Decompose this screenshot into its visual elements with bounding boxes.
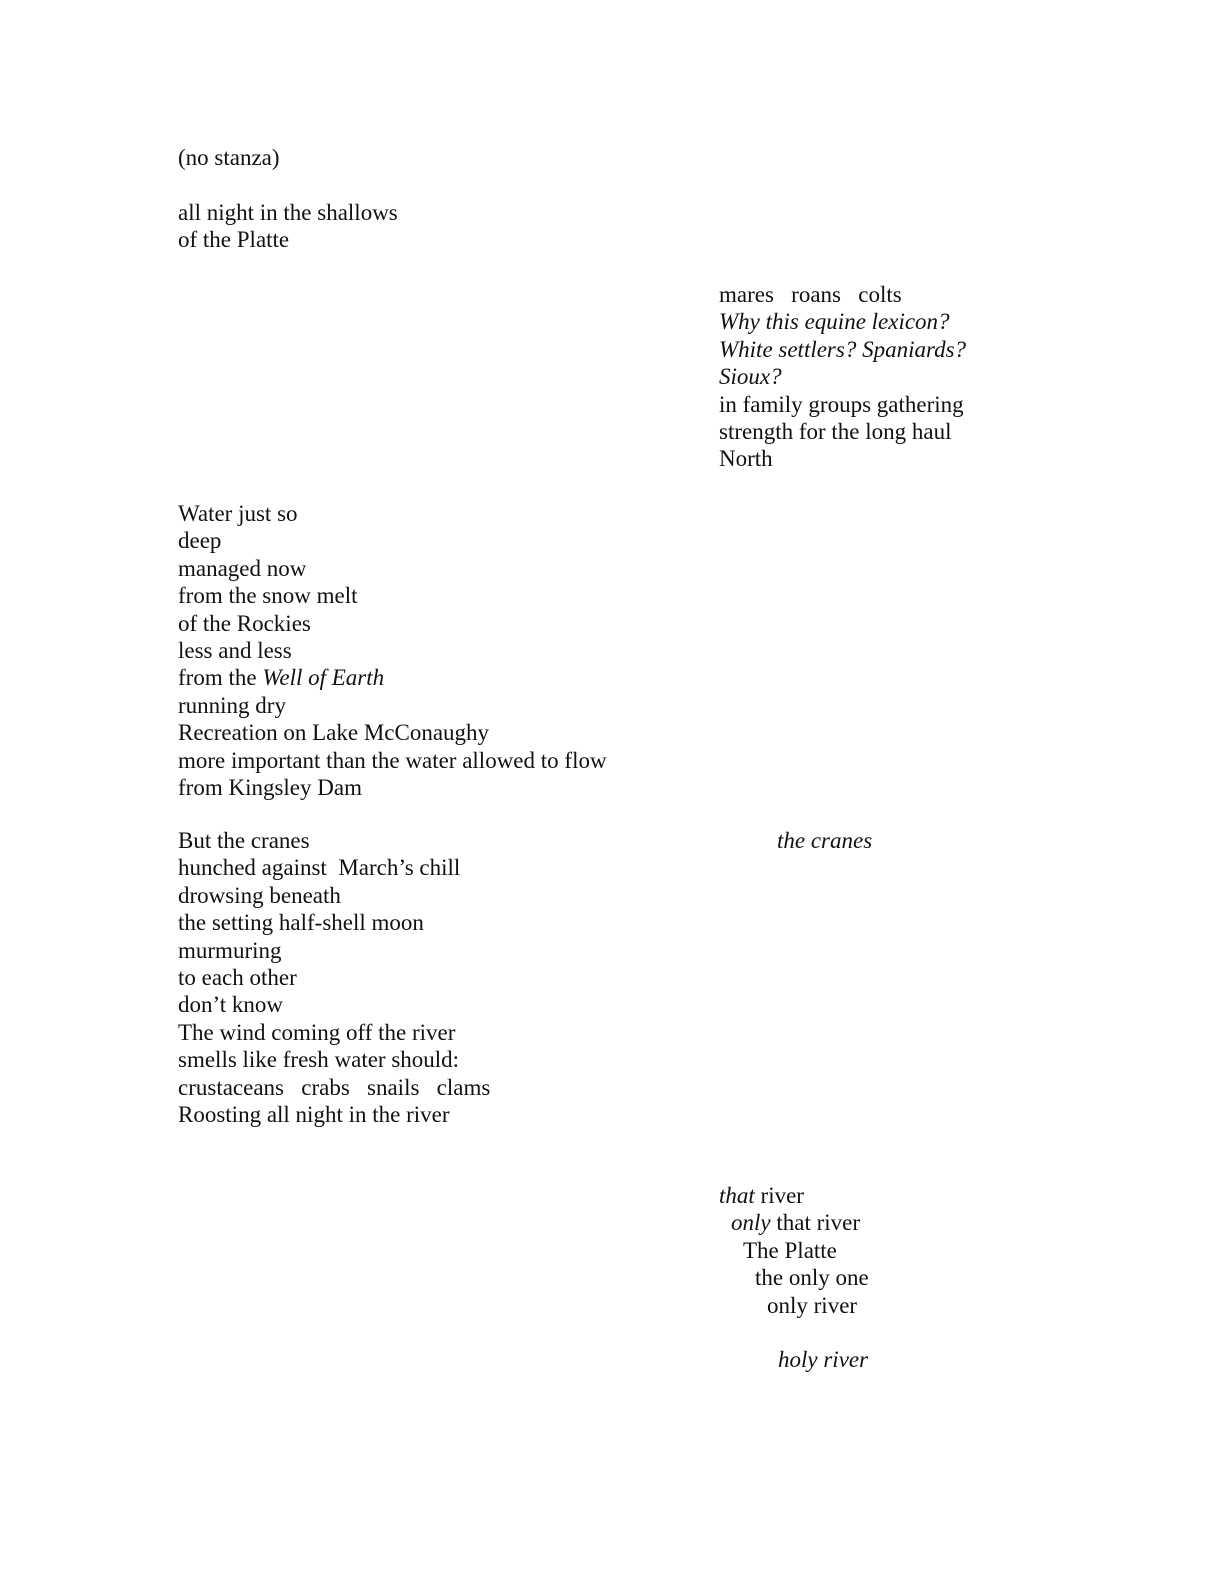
poem-line-italic: the cranes: [777, 828, 873, 853]
poem-line: from Kingsley Dam: [178, 774, 362, 800]
margin-stanza-1: [719, 281, 966, 473]
poem-line-italic: Well of Earth: [262, 665, 385, 691]
poem-line-italic: holy river: [778, 1347, 869, 1372]
poem-line: running dry: [178, 692, 286, 718]
poem-line: managed now: [178, 555, 307, 581]
closing-line: [778, 1346, 868, 1373]
poem-line: North: [719, 446, 773, 472]
poem-line-prefix: from the: [178, 665, 263, 691]
margin-stanza-2: [777, 827, 872, 854]
poem-line-italic: that: [719, 1183, 755, 1208]
poem-line: [178, 664, 607, 691]
poem-line: The wind coming off the river: [178, 1019, 456, 1045]
poem-line: Recreation on Lake McConaughy: [178, 720, 490, 746]
poem-line: murmuring: [178, 937, 282, 963]
poem-line: [719, 1209, 869, 1236]
poem-line: all night in the shallows: [178, 200, 398, 225]
poem-line: strength for the long haul: [719, 418, 952, 444]
poem-line-rest: that river: [770, 1210, 861, 1236]
poem-line: less and less: [178, 637, 292, 663]
poem-line: mares roans colts: [719, 282, 902, 307]
poem-line: Water just so: [178, 501, 298, 526]
poem-line-italic: Why this equine lexicon?: [719, 309, 950, 335]
poem-line: Roosting all night in the river: [178, 1101, 450, 1127]
stanza-1: [178, 199, 398, 254]
poem-line: the setting half-shell moon: [178, 910, 424, 936]
poem-line: smells like fresh water should:: [178, 1047, 460, 1073]
poem-line-italic: Sioux?: [719, 364, 782, 390]
poem-line: don’t know: [178, 992, 283, 1018]
poem-line: drowsing beneath: [178, 882, 341, 908]
stanza-2: [178, 500, 607, 801]
poem-line: only river: [767, 1292, 858, 1318]
coda-stanza: [719, 1182, 869, 1319]
poem-line: to each other: [178, 964, 297, 990]
stanza-note-text: (no stanza): [178, 145, 280, 170]
poem-line-italic: White settlers? Spaniards?: [719, 336, 967, 362]
poem-line: The Platte: [743, 1237, 837, 1263]
poem-line-rest: river: [754, 1183, 804, 1208]
poem-line: But the cranes: [178, 828, 310, 853]
poem-line: of the Rockies: [178, 610, 311, 636]
poem-line: more important than the water allowed to flow: [178, 747, 607, 773]
poem-line: in family groups gathering: [719, 391, 964, 417]
poem-line: from the snow melt: [178, 583, 358, 609]
poem-line: [719, 1182, 869, 1209]
poem-line: hunched against March’s chill: [178, 855, 461, 881]
stanza-note: [178, 144, 280, 171]
poem-line: the only one: [755, 1265, 869, 1291]
poem-line: crustaceans crabs snails clams: [178, 1074, 491, 1100]
poem-line: of the Platte: [178, 227, 290, 253]
poem-line: deep: [178, 528, 222, 554]
stanza-3: [178, 827, 490, 1128]
poem-line-italic: only: [731, 1210, 771, 1236]
